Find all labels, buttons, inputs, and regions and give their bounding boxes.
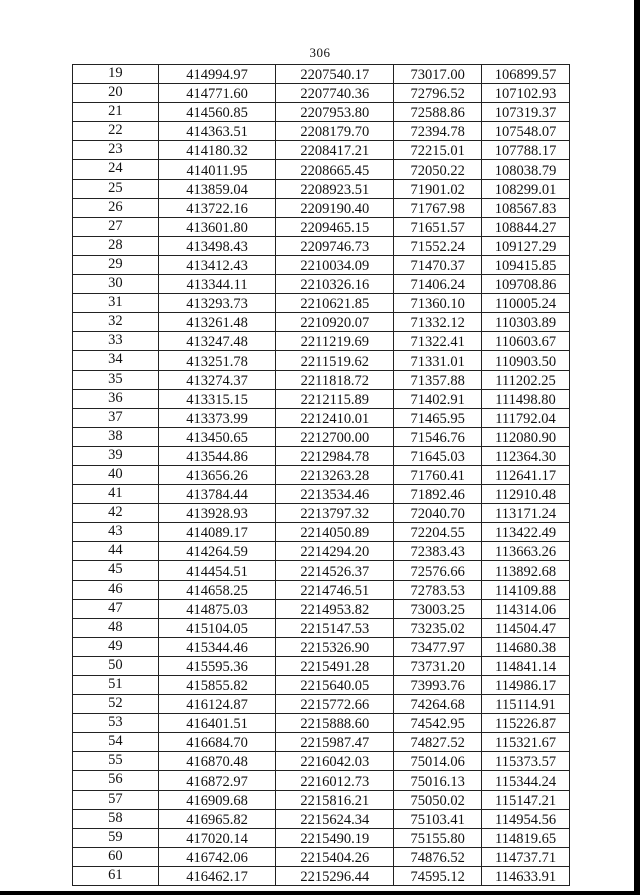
coordinate-a-cell: 416872.97	[158, 771, 276, 790]
point-index-cell: 60	[73, 847, 159, 866]
coordinate-a-cell: 415595.36	[158, 656, 276, 675]
coordinate-c-cell: 72796.52	[394, 84, 482, 103]
coordinate-a-cell: 416965.82	[158, 809, 276, 828]
point-index-cell: 22	[73, 122, 159, 141]
point-index-cell: 52	[73, 695, 159, 714]
coordinate-d-cell: 115226.87	[482, 714, 570, 733]
coordinate-a-cell: 414264.59	[158, 542, 276, 561]
coordinate-d-cell: 114109.88	[482, 580, 570, 599]
table-row	[73, 389, 570, 408]
table-row	[73, 714, 570, 733]
point-index-cell: 53	[73, 714, 159, 733]
point-index-cell: 51	[73, 676, 159, 695]
coordinate-a-cell: 417020.14	[158, 828, 276, 847]
coordinate-b-cell: 2211219.69	[276, 332, 394, 351]
table-row	[73, 771, 570, 790]
coordinate-b-cell: 2214526.37	[276, 561, 394, 580]
coordinate-a-cell: 413315.15	[158, 389, 276, 408]
coordinate-d-cell: 114633.91	[482, 866, 570, 885]
coordinate-b-cell: 2208665.45	[276, 160, 394, 179]
scan-border-right	[634, 0, 640, 895]
coordinate-d-cell: 108844.27	[482, 217, 570, 236]
coordinate-c-cell: 71892.46	[394, 485, 482, 504]
coordinate-table-body	[73, 65, 570, 886]
coordinate-c-cell: 74595.12	[394, 866, 482, 885]
coordinate-b-cell: 2212410.01	[276, 408, 394, 427]
coordinate-c-cell: 73477.97	[394, 637, 482, 656]
coordinate-c-cell: 71331.01	[394, 351, 482, 370]
coordinate-b-cell: 2208923.51	[276, 179, 394, 198]
point-index-cell: 24	[73, 160, 159, 179]
coordinate-c-cell: 71332.12	[394, 313, 482, 332]
coordinate-d-cell: 115114.91	[482, 695, 570, 714]
coordinate-d-cell: 108038.79	[482, 160, 570, 179]
coordinate-d-cell: 112910.48	[482, 485, 570, 504]
coordinate-a-cell: 413261.48	[158, 313, 276, 332]
coordinate-d-cell: 111202.25	[482, 370, 570, 389]
coordinate-b-cell: 2212984.78	[276, 446, 394, 465]
coordinate-d-cell: 111498.80	[482, 389, 570, 408]
coordinate-c-cell: 75014.06	[394, 752, 482, 771]
coordinate-d-cell: 110903.50	[482, 351, 570, 370]
coordinate-a-cell: 414560.85	[158, 103, 276, 122]
coordinate-a-cell: 416124.87	[158, 695, 276, 714]
coordinate-b-cell: 2213534.46	[276, 485, 394, 504]
coordinate-d-cell: 109708.86	[482, 275, 570, 294]
coordinate-c-cell: 73003.25	[394, 599, 482, 618]
table-row	[73, 427, 570, 446]
coordinate-a-cell: 413656.26	[158, 465, 276, 484]
coordinate-d-cell: 113422.49	[482, 523, 570, 542]
table-row	[73, 351, 570, 370]
coordinate-c-cell: 75050.02	[394, 790, 482, 809]
coordinate-d-cell: 114314.06	[482, 599, 570, 618]
coordinate-b-cell: 2216042.03	[276, 752, 394, 771]
table-row	[73, 676, 570, 695]
coordinate-d-cell: 114737.71	[482, 847, 570, 866]
coordinate-b-cell: 2215296.44	[276, 866, 394, 885]
coordinate-b-cell: 2215816.21	[276, 790, 394, 809]
coordinate-a-cell: 413247.48	[158, 332, 276, 351]
coordinate-c-cell: 71470.37	[394, 255, 482, 274]
coordinate-a-cell: 415344.46	[158, 637, 276, 656]
coordinate-c-cell: 72215.01	[394, 141, 482, 160]
coordinate-d-cell: 114819.65	[482, 828, 570, 847]
point-index-cell: 43	[73, 523, 159, 542]
coordinate-c-cell: 71406.24	[394, 275, 482, 294]
coordinate-d-cell: 109127.29	[482, 236, 570, 255]
coordinate-b-cell: 2208417.21	[276, 141, 394, 160]
table-row	[73, 542, 570, 561]
coordinate-d-cell: 111792.04	[482, 408, 570, 427]
coordinate-b-cell: 2215404.26	[276, 847, 394, 866]
coordinate-b-cell: 2209190.40	[276, 198, 394, 217]
table-row	[73, 160, 570, 179]
table-row	[73, 847, 570, 866]
coordinate-a-cell: 414011.95	[158, 160, 276, 179]
coordinate-d-cell: 115147.21	[482, 790, 570, 809]
coordinate-b-cell: 2207953.80	[276, 103, 394, 122]
point-index-cell: 44	[73, 542, 159, 561]
table-row	[73, 504, 570, 523]
point-index-cell: 20	[73, 84, 159, 103]
table-row	[73, 294, 570, 313]
table-row	[73, 332, 570, 351]
coordinate-d-cell: 114954.56	[482, 809, 570, 828]
coordinate-c-cell: 74264.68	[394, 695, 482, 714]
table-row	[73, 599, 570, 618]
coordinate-c-cell: 71322.41	[394, 332, 482, 351]
coordinate-a-cell: 416401.51	[158, 714, 276, 733]
table-row	[73, 65, 570, 84]
coordinate-b-cell: 2212115.89	[276, 389, 394, 408]
table-row	[73, 580, 570, 599]
coordinate-d-cell: 114841.14	[482, 656, 570, 675]
coordinate-c-cell: 73731.20	[394, 656, 482, 675]
coordinate-b-cell: 2212700.00	[276, 427, 394, 446]
coordinate-c-cell: 71767.98	[394, 198, 482, 217]
coordinate-b-cell: 2207540.17	[276, 65, 394, 84]
coordinate-d-cell: 113171.24	[482, 504, 570, 523]
point-index-cell: 57	[73, 790, 159, 809]
point-index-cell: 23	[73, 141, 159, 160]
point-index-cell: 38	[73, 427, 159, 446]
point-index-cell: 26	[73, 198, 159, 217]
coordinate-d-cell: 106899.57	[482, 65, 570, 84]
point-index-cell: 47	[73, 599, 159, 618]
coordinate-a-cell: 413412.43	[158, 255, 276, 274]
table-row	[73, 198, 570, 217]
table-row	[73, 695, 570, 714]
coordinate-a-cell: 413784.44	[158, 485, 276, 504]
table-row	[73, 790, 570, 809]
coordinate-d-cell: 108567.83	[482, 198, 570, 217]
coordinate-b-cell: 2215624.34	[276, 809, 394, 828]
coordinate-d-cell: 108299.01	[482, 179, 570, 198]
coordinate-a-cell: 416870.48	[158, 752, 276, 771]
coordinate-b-cell: 2209746.73	[276, 236, 394, 255]
table-row	[73, 866, 570, 885]
point-index-cell: 50	[73, 656, 159, 675]
coordinate-c-cell: 73017.00	[394, 65, 482, 84]
table-row	[73, 485, 570, 504]
coordinate-d-cell: 115344.24	[482, 771, 570, 790]
coordinate-a-cell: 414658.25	[158, 580, 276, 599]
coordinate-b-cell: 2210621.85	[276, 294, 394, 313]
coordinate-a-cell: 413498.43	[158, 236, 276, 255]
table-row	[73, 408, 570, 427]
coordinate-a-cell: 414363.51	[158, 122, 276, 141]
coordinate-c-cell: 75016.13	[394, 771, 482, 790]
coordinate-b-cell: 2215490.19	[276, 828, 394, 847]
point-index-cell: 35	[73, 370, 159, 389]
point-index-cell: 40	[73, 465, 159, 484]
coordinate-c-cell: 73235.02	[394, 618, 482, 637]
coordinate-a-cell: 413722.16	[158, 198, 276, 217]
table-row	[73, 752, 570, 771]
coordinate-c-cell: 74876.52	[394, 847, 482, 866]
table-row	[73, 618, 570, 637]
point-index-cell: 28	[73, 236, 159, 255]
coordinate-a-cell: 414089.17	[158, 523, 276, 542]
coordinate-c-cell: 71552.24	[394, 236, 482, 255]
coordinate-b-cell: 2214050.89	[276, 523, 394, 542]
coordinate-c-cell: 71901.02	[394, 179, 482, 198]
coordinate-d-cell: 112641.17	[482, 465, 570, 484]
point-index-cell: 48	[73, 618, 159, 637]
coordinate-c-cell: 75103.41	[394, 809, 482, 828]
point-index-cell: 45	[73, 561, 159, 580]
coordinate-a-cell: 416684.70	[158, 733, 276, 752]
table-row	[73, 103, 570, 122]
point-index-cell: 34	[73, 351, 159, 370]
coordinate-a-cell: 414771.60	[158, 84, 276, 103]
coordinate-b-cell: 2210034.09	[276, 255, 394, 274]
coordinate-b-cell: 2208179.70	[276, 122, 394, 141]
point-index-cell: 30	[73, 275, 159, 294]
coordinate-b-cell: 2215491.28	[276, 656, 394, 675]
coordinate-c-cell: 73993.76	[394, 676, 482, 695]
coordinate-b-cell: 2213797.32	[276, 504, 394, 523]
table-row	[73, 370, 570, 389]
coordinate-a-cell: 414454.51	[158, 561, 276, 580]
coordinate-a-cell: 413601.80	[158, 217, 276, 236]
coordinate-d-cell: 115373.57	[482, 752, 570, 771]
coordinate-c-cell: 71465.95	[394, 408, 482, 427]
coordinate-c-cell: 72394.78	[394, 122, 482, 141]
coordinate-c-cell: 74542.95	[394, 714, 482, 733]
coordinate-c-cell: 71760.41	[394, 465, 482, 484]
table-row	[73, 828, 570, 847]
table-row	[73, 656, 570, 675]
coordinate-table	[72, 64, 570, 886]
point-index-cell: 32	[73, 313, 159, 332]
coordinate-d-cell: 113892.68	[482, 561, 570, 580]
table-row	[73, 122, 570, 141]
table-row	[73, 179, 570, 198]
point-index-cell: 56	[73, 771, 159, 790]
coordinate-c-cell: 72383.43	[394, 542, 482, 561]
table-row	[73, 275, 570, 294]
page-number: 306	[309, 45, 331, 60]
table-row	[73, 446, 570, 465]
point-index-cell: 25	[73, 179, 159, 198]
coordinate-a-cell: 413293.73	[158, 294, 276, 313]
coordinate-d-cell: 109415.85	[482, 255, 570, 274]
point-index-cell: 21	[73, 103, 159, 122]
coordinate-b-cell: 2214746.51	[276, 580, 394, 599]
point-index-cell: 54	[73, 733, 159, 752]
coordinate-c-cell: 71546.76	[394, 427, 482, 446]
coordinate-a-cell: 413928.93	[158, 504, 276, 523]
table-row	[73, 84, 570, 103]
coordinate-b-cell: 2215326.90	[276, 637, 394, 656]
coordinate-a-cell: 413859.04	[158, 179, 276, 198]
table-row	[73, 313, 570, 332]
coordinate-c-cell: 71360.10	[394, 294, 482, 313]
coordinate-d-cell: 114986.17	[482, 676, 570, 695]
coordinate-c-cell: 71402.91	[394, 389, 482, 408]
coordinate-a-cell: 415104.05	[158, 618, 276, 637]
coordinate-c-cell: 72040.70	[394, 504, 482, 523]
coordinate-b-cell: 2214953.82	[276, 599, 394, 618]
coordinate-a-cell: 416909.68	[158, 790, 276, 809]
coordinate-c-cell: 72783.53	[394, 580, 482, 599]
coordinate-a-cell: 413450.65	[158, 427, 276, 446]
coordinate-a-cell: 415855.82	[158, 676, 276, 695]
coordinate-b-cell: 2210326.16	[276, 275, 394, 294]
coordinate-c-cell: 72050.22	[394, 160, 482, 179]
coordinate-a-cell: 414180.32	[158, 141, 276, 160]
point-index-cell: 37	[73, 408, 159, 427]
coordinate-d-cell: 110303.89	[482, 313, 570, 332]
coordinate-d-cell: 107102.93	[482, 84, 570, 103]
coordinate-b-cell: 2211519.62	[276, 351, 394, 370]
table-row	[73, 733, 570, 752]
point-index-cell: 27	[73, 217, 159, 236]
coordinate-d-cell: 114504.47	[482, 618, 570, 637]
table-row	[73, 465, 570, 484]
coordinate-b-cell: 2216012.73	[276, 771, 394, 790]
point-index-cell: 49	[73, 637, 159, 656]
coordinate-c-cell: 72588.86	[394, 103, 482, 122]
coordinate-a-cell: 413274.37	[158, 370, 276, 389]
coordinate-d-cell: 114680.38	[482, 637, 570, 656]
table-row	[73, 255, 570, 274]
coordinate-a-cell: 414994.97	[158, 65, 276, 84]
point-index-cell: 36	[73, 389, 159, 408]
coordinate-c-cell: 71651.57	[394, 217, 482, 236]
coordinate-d-cell: 107319.37	[482, 103, 570, 122]
coordinate-d-cell: 110603.67	[482, 332, 570, 351]
coordinate-d-cell: 107548.07	[482, 122, 570, 141]
coordinate-b-cell: 2215987.47	[276, 733, 394, 752]
coordinate-b-cell: 2215147.53	[276, 618, 394, 637]
table-row	[73, 217, 570, 236]
point-index-cell: 41	[73, 485, 159, 504]
point-index-cell: 39	[73, 446, 159, 465]
coordinate-b-cell: 2207740.36	[276, 84, 394, 103]
coordinate-a-cell: 416462.17	[158, 866, 276, 885]
coordinate-d-cell: 112364.30	[482, 446, 570, 465]
coordinate-c-cell: 75155.80	[394, 828, 482, 847]
point-index-cell: 59	[73, 828, 159, 847]
point-index-cell: 46	[73, 580, 159, 599]
coordinate-b-cell: 2211818.72	[276, 370, 394, 389]
point-index-cell: 29	[73, 255, 159, 274]
coordinate-b-cell: 2215640.05	[276, 676, 394, 695]
point-index-cell: 55	[73, 752, 159, 771]
coordinate-c-cell: 72204.55	[394, 523, 482, 542]
coordinate-d-cell: 110005.24	[482, 294, 570, 313]
coordinate-b-cell: 2215888.60	[276, 714, 394, 733]
coordinate-a-cell: 413344.11	[158, 275, 276, 294]
coordinate-a-cell: 413373.99	[158, 408, 276, 427]
point-index-cell: 33	[73, 332, 159, 351]
coordinate-d-cell: 112080.90	[482, 427, 570, 446]
table-row	[73, 809, 570, 828]
coordinate-b-cell: 2214294.20	[276, 542, 394, 561]
coordinate-c-cell: 72576.66	[394, 561, 482, 580]
scan-border-bottom	[0, 891, 640, 895]
point-index-cell: 42	[73, 504, 159, 523]
table-row	[73, 236, 570, 255]
coordinate-a-cell: 413544.86	[158, 446, 276, 465]
point-index-cell: 61	[73, 866, 159, 885]
table-row	[73, 637, 570, 656]
coordinate-a-cell: 414875.03	[158, 599, 276, 618]
table-row	[73, 523, 570, 542]
table-row	[73, 141, 570, 160]
coordinate-c-cell: 71645.03	[394, 446, 482, 465]
coordinate-a-cell: 413251.78	[158, 351, 276, 370]
coordinate-b-cell: 2213263.28	[276, 465, 394, 484]
coordinate-a-cell: 416742.06	[158, 847, 276, 866]
table-row	[73, 561, 570, 580]
coordinate-d-cell: 107788.17	[482, 141, 570, 160]
coordinate-b-cell: 2215772.66	[276, 695, 394, 714]
point-index-cell: 31	[73, 294, 159, 313]
coordinate-b-cell: 2209465.15	[276, 217, 394, 236]
coordinate-c-cell: 74827.52	[394, 733, 482, 752]
coordinate-d-cell: 115321.67	[482, 733, 570, 752]
coordinate-b-cell: 2210920.07	[276, 313, 394, 332]
point-index-cell: 19	[73, 65, 159, 84]
coordinate-d-cell: 113663.26	[482, 542, 570, 561]
coordinate-c-cell: 71357.88	[394, 370, 482, 389]
point-index-cell: 58	[73, 809, 159, 828]
